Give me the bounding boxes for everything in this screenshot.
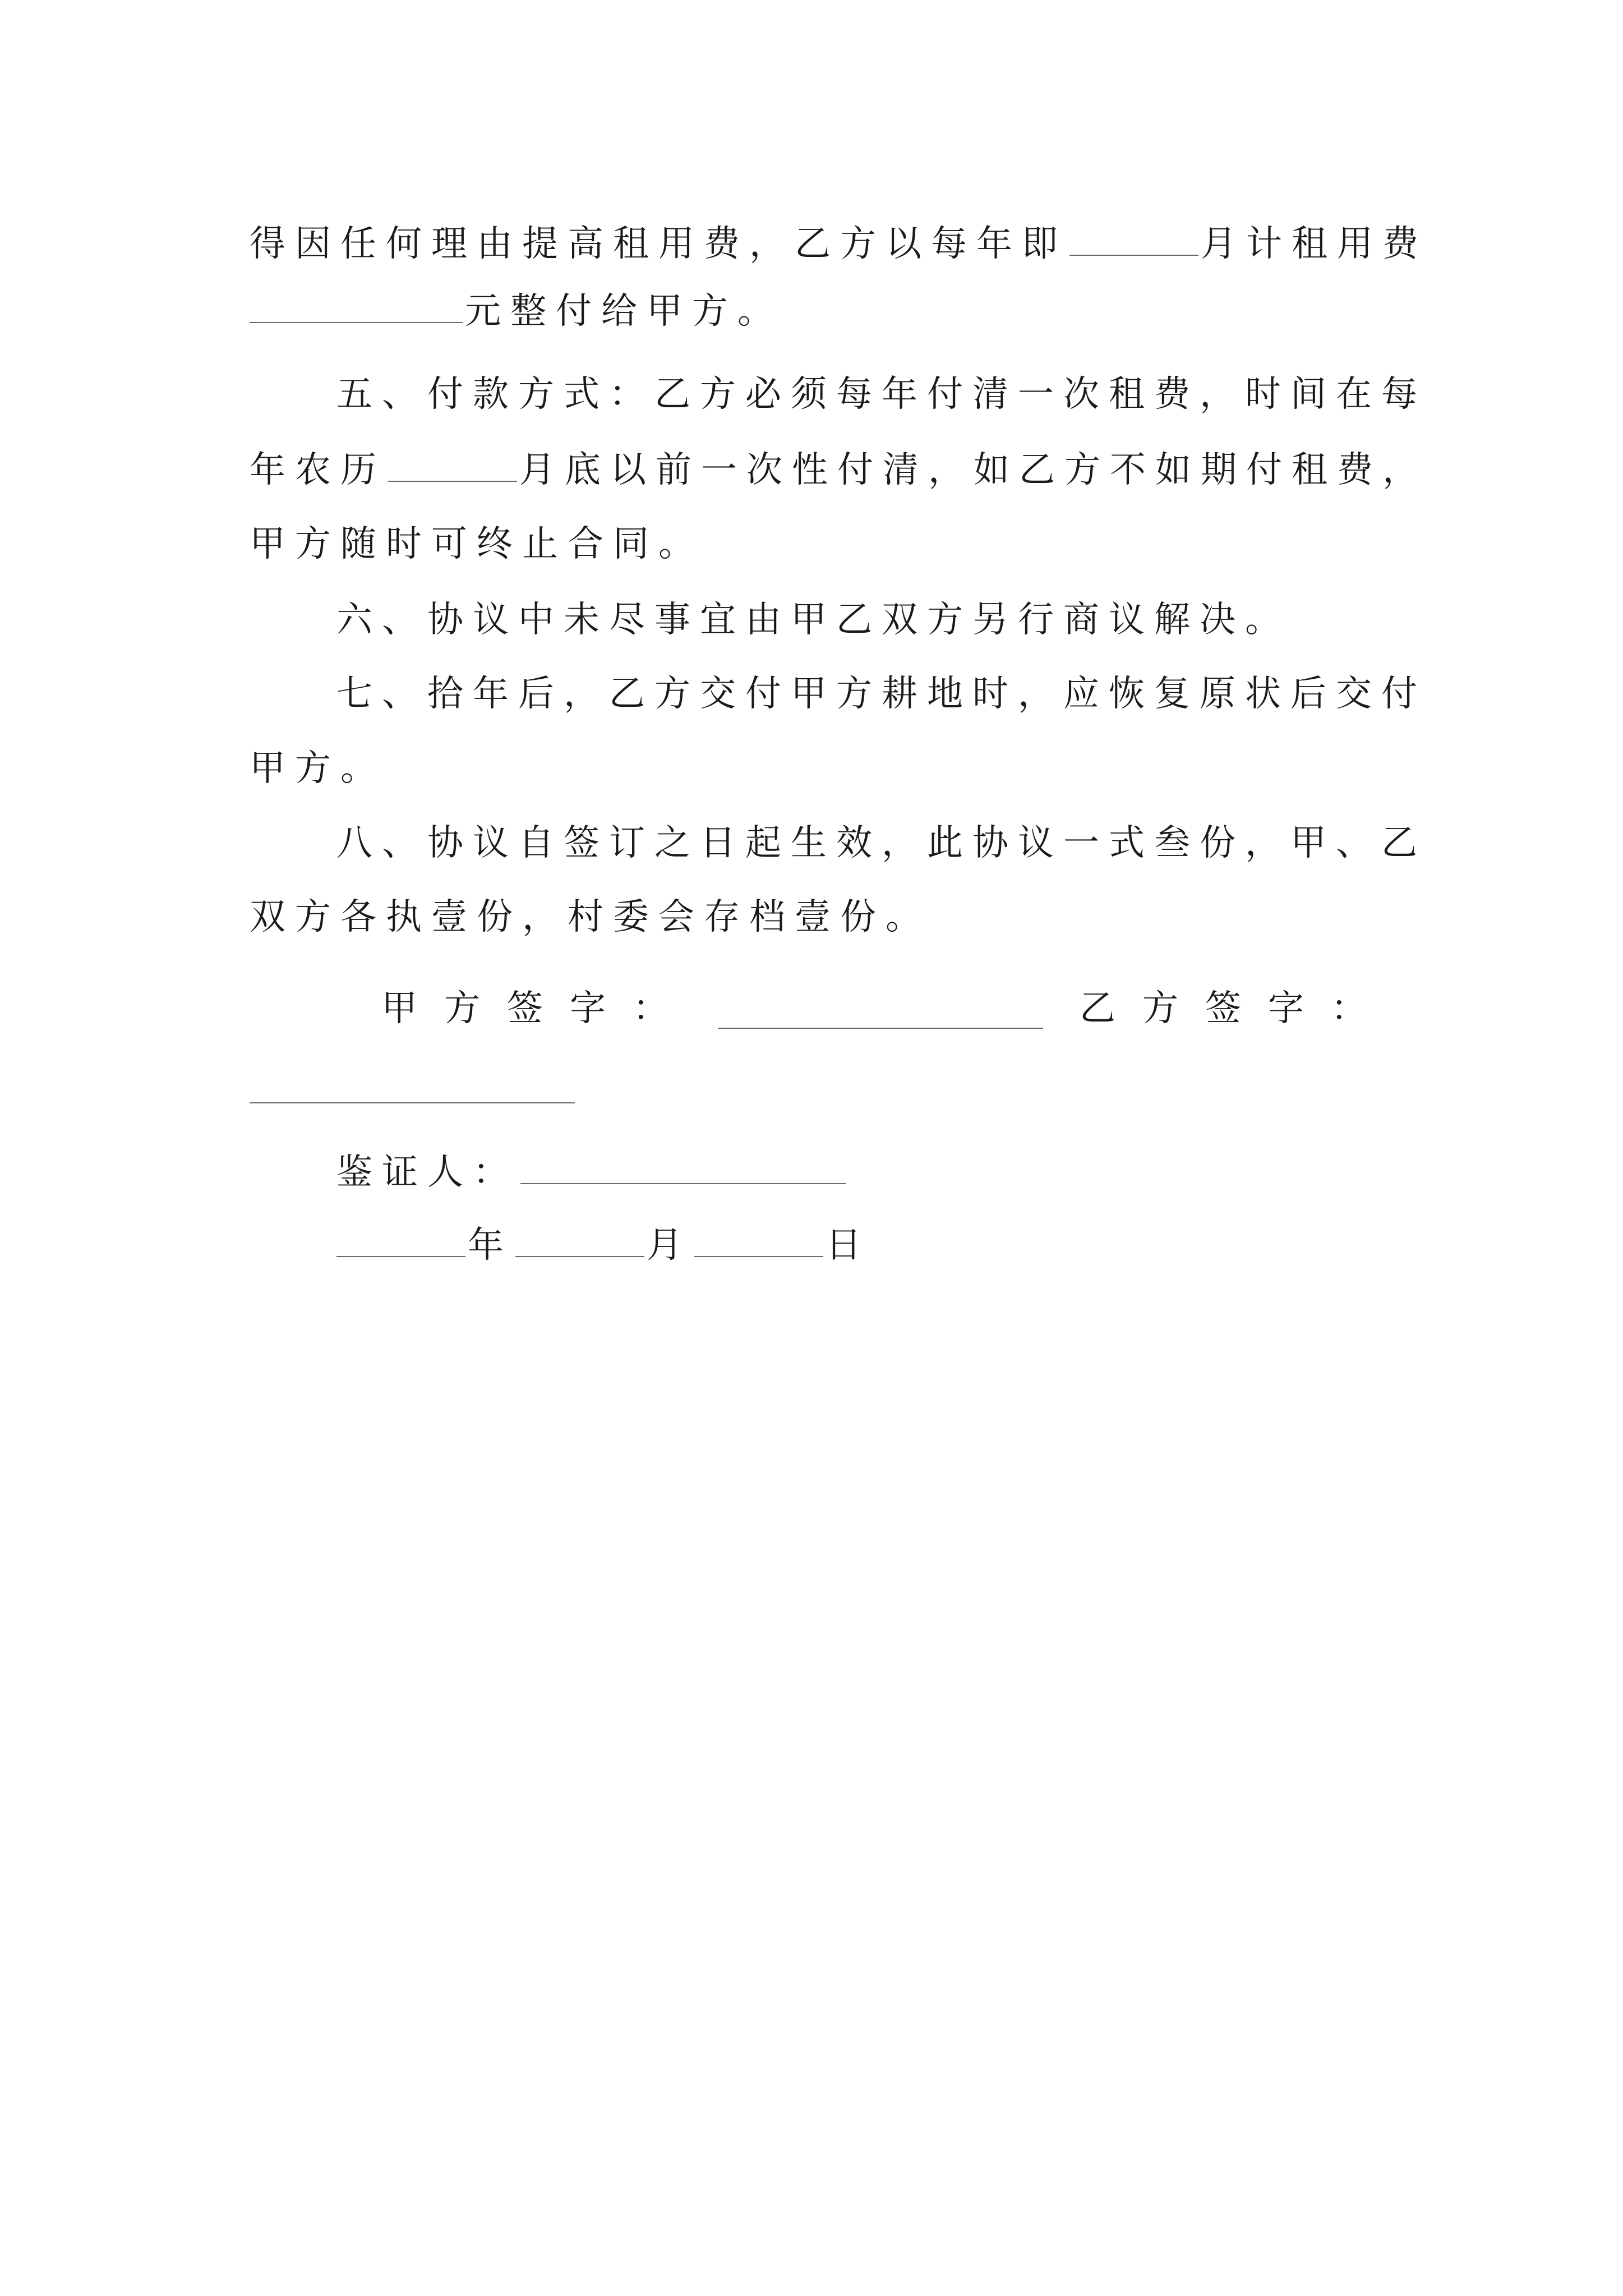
blank-rent-amount[interactable] (250, 291, 463, 323)
blank-day[interactable] (694, 1225, 823, 1257)
blank-year[interactable] (336, 1225, 465, 1257)
text-rent-amount-suffix: 元整付给甲方。 (465, 291, 783, 332)
signature-label-party-a: 甲方签字： (381, 988, 695, 1029)
paragraph-line-3 (336, 372, 1427, 417)
date-year-label: 年 (468, 1225, 513, 1266)
text-rent-clause-cont: 月计租用费 (1201, 223, 1428, 265)
text-other-matters: 六、协议中未尽事宜由甲乙双方另行商议解决。 (336, 599, 1290, 641)
paragraph-line-4 (250, 448, 1428, 493)
paragraph-line-6 (336, 597, 1290, 642)
date-month-label: 月 (647, 1225, 692, 1266)
blank-month-count[interactable] (1069, 223, 1198, 256)
signature-label-party-b: 乙方签字： (1080, 988, 1394, 1029)
paragraph-line-7 (336, 671, 1427, 716)
blank-month[interactable] (515, 1225, 644, 1257)
date-day-label: 日 (826, 1225, 871, 1266)
paragraph-line-1 (250, 222, 1428, 266)
text-lunar-calendar: 年农历 (250, 449, 386, 491)
witness-label: 鉴证人： (336, 1152, 518, 1193)
blank-payment-month[interactable] (388, 449, 517, 482)
text-termination: 甲方随时可终止合同。 (250, 523, 704, 565)
text-copies: 双方各执壹份，村委会存档壹份。 (250, 896, 931, 938)
signature-line-party-a[interactable] (718, 1028, 1043, 1029)
text-effective-date: 八、协议自签订之日起生效，此协议一式叁份，甲、乙 (336, 822, 1427, 864)
text-rent-clause: 得因任何理由提高租用费，乙方以每年即 (250, 223, 1067, 265)
witness-row (336, 1150, 848, 1195)
paragraph-line-10 (250, 895, 931, 940)
paragraph-line-9 (336, 821, 1427, 866)
witness-signature-line[interactable] (520, 1152, 846, 1184)
signature-line-party-b[interactable] (250, 1102, 575, 1103)
paragraph-line-5 (250, 522, 704, 567)
text-restore-land: 七、拾年后，乙方交付甲方耕地时，应恢复原状后交付 (336, 673, 1427, 715)
text-payment-method: 五、付款方式：乙方必须每年付清一次租费，时间在每 (336, 374, 1427, 415)
paragraph-line-8 (250, 746, 386, 791)
date-row (336, 1223, 871, 1268)
text-payment-deadline: 月底以前一次性付清，如乙方不如期付租费， (519, 449, 1428, 491)
text-restore-land-cont: 甲方。 (250, 748, 386, 789)
paragraph-line-2 (250, 289, 783, 334)
